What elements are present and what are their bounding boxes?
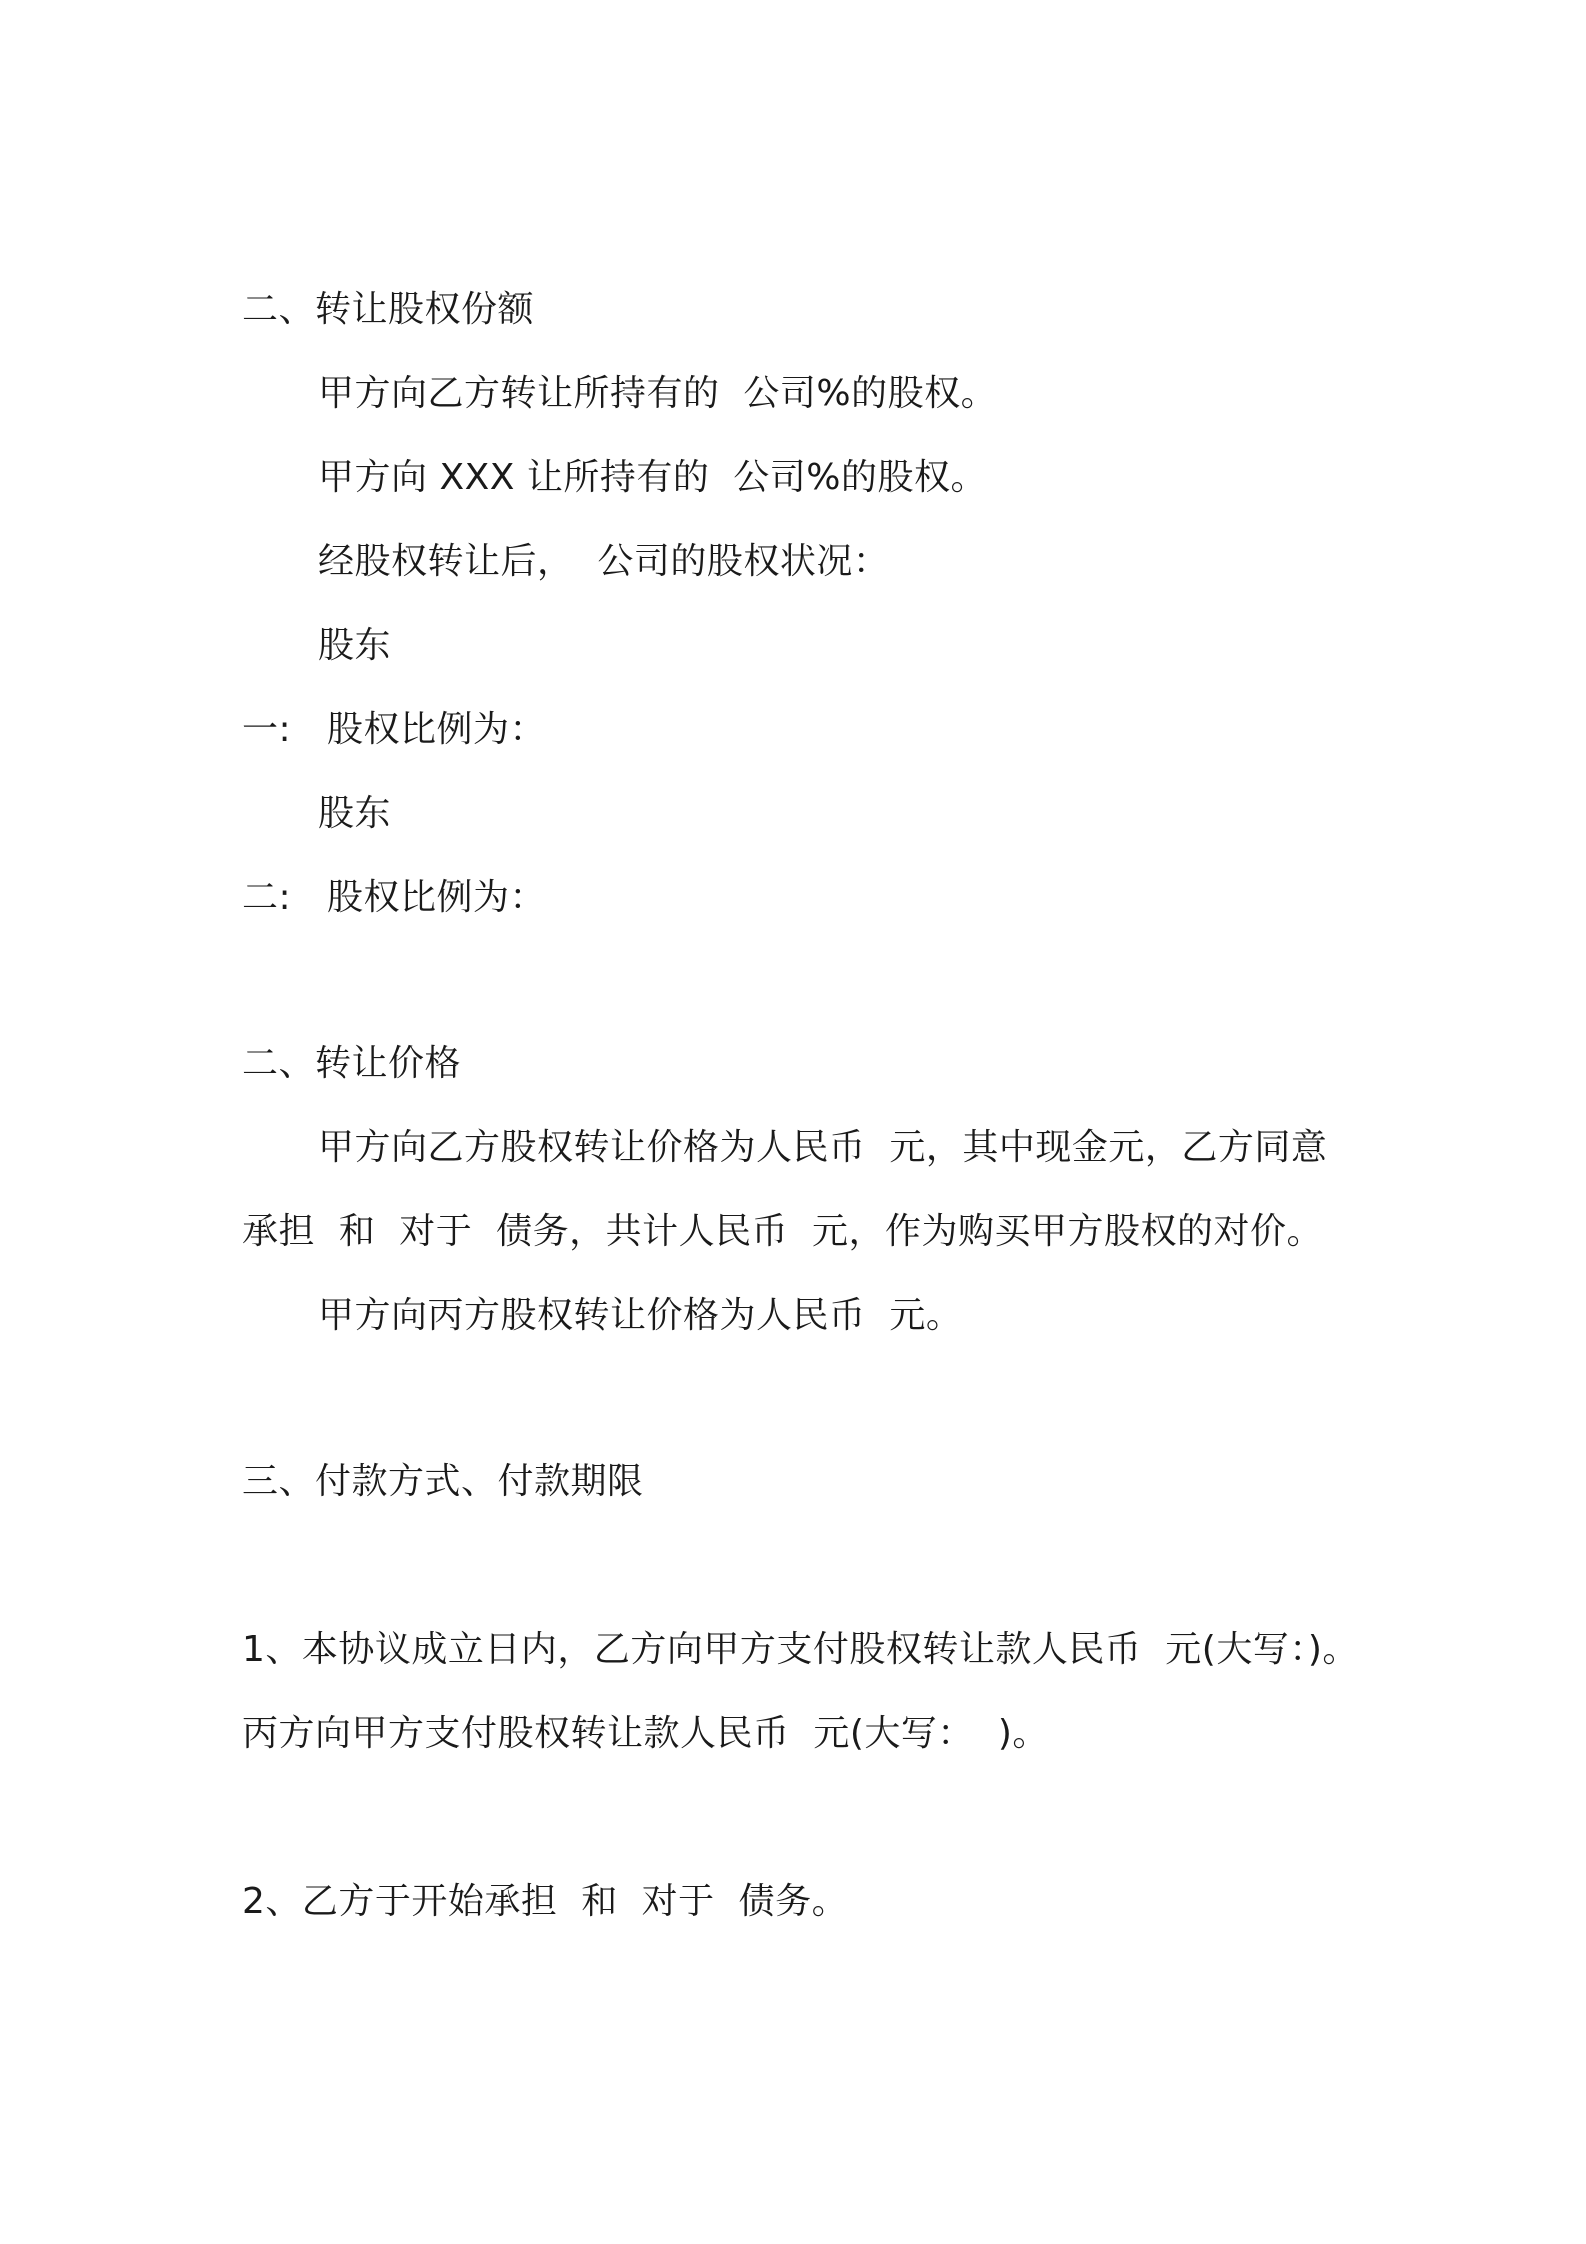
section-heading-payment: 三、付款方式、付款期限 bbox=[242, 1461, 644, 1502]
shareholder-1-ratio: 一: 股权比例为： bbox=[242, 709, 546, 750]
payment-item-1-line-1: 1、本协议成立日内，乙方向甲方支付股权转让款人民币 元(大写：)。 bbox=[242, 1629, 1359, 1670]
shareholder-2-label: 股东 bbox=[318, 793, 392, 834]
payment-item-1-line-2: 丙方向甲方支付股权转让款人民币 元(大写： )。 bbox=[242, 1713, 1049, 1754]
shareholder-2-ratio: 二: 股权比例为： bbox=[242, 877, 546, 918]
share-paragraph-2: 甲方向 XXX 让所持有的 公司%的股权。 bbox=[318, 457, 987, 498]
section-heading-price: 二、转让价格 bbox=[242, 1043, 462, 1084]
price-paragraph-1-line-1: 甲方向乙方股权转让价格为人民币 元，其中现金元，乙方同意 bbox=[318, 1127, 1328, 1168]
share-paragraph-3: 经股权转让后， 公司的股权状况： bbox=[318, 541, 890, 582]
price-paragraph-1-line-2: 承担 和 对于 债务，共计人民币 元，作为购买甲方股权的对价。 bbox=[242, 1211, 1324, 1252]
payment-item-2: 2、乙方于开始承担 和 对于 债务。 bbox=[242, 1881, 849, 1922]
shareholder-1-label: 股东 bbox=[318, 625, 392, 666]
share-paragraph-1: 甲方向乙方转让所持有的 公司%的股权。 bbox=[318, 373, 998, 414]
section-heading-share: 二、转让股权份额 bbox=[242, 289, 535, 330]
price-paragraph-2: 甲方向丙方股权转让价格为人民币 元。 bbox=[318, 1295, 963, 1336]
